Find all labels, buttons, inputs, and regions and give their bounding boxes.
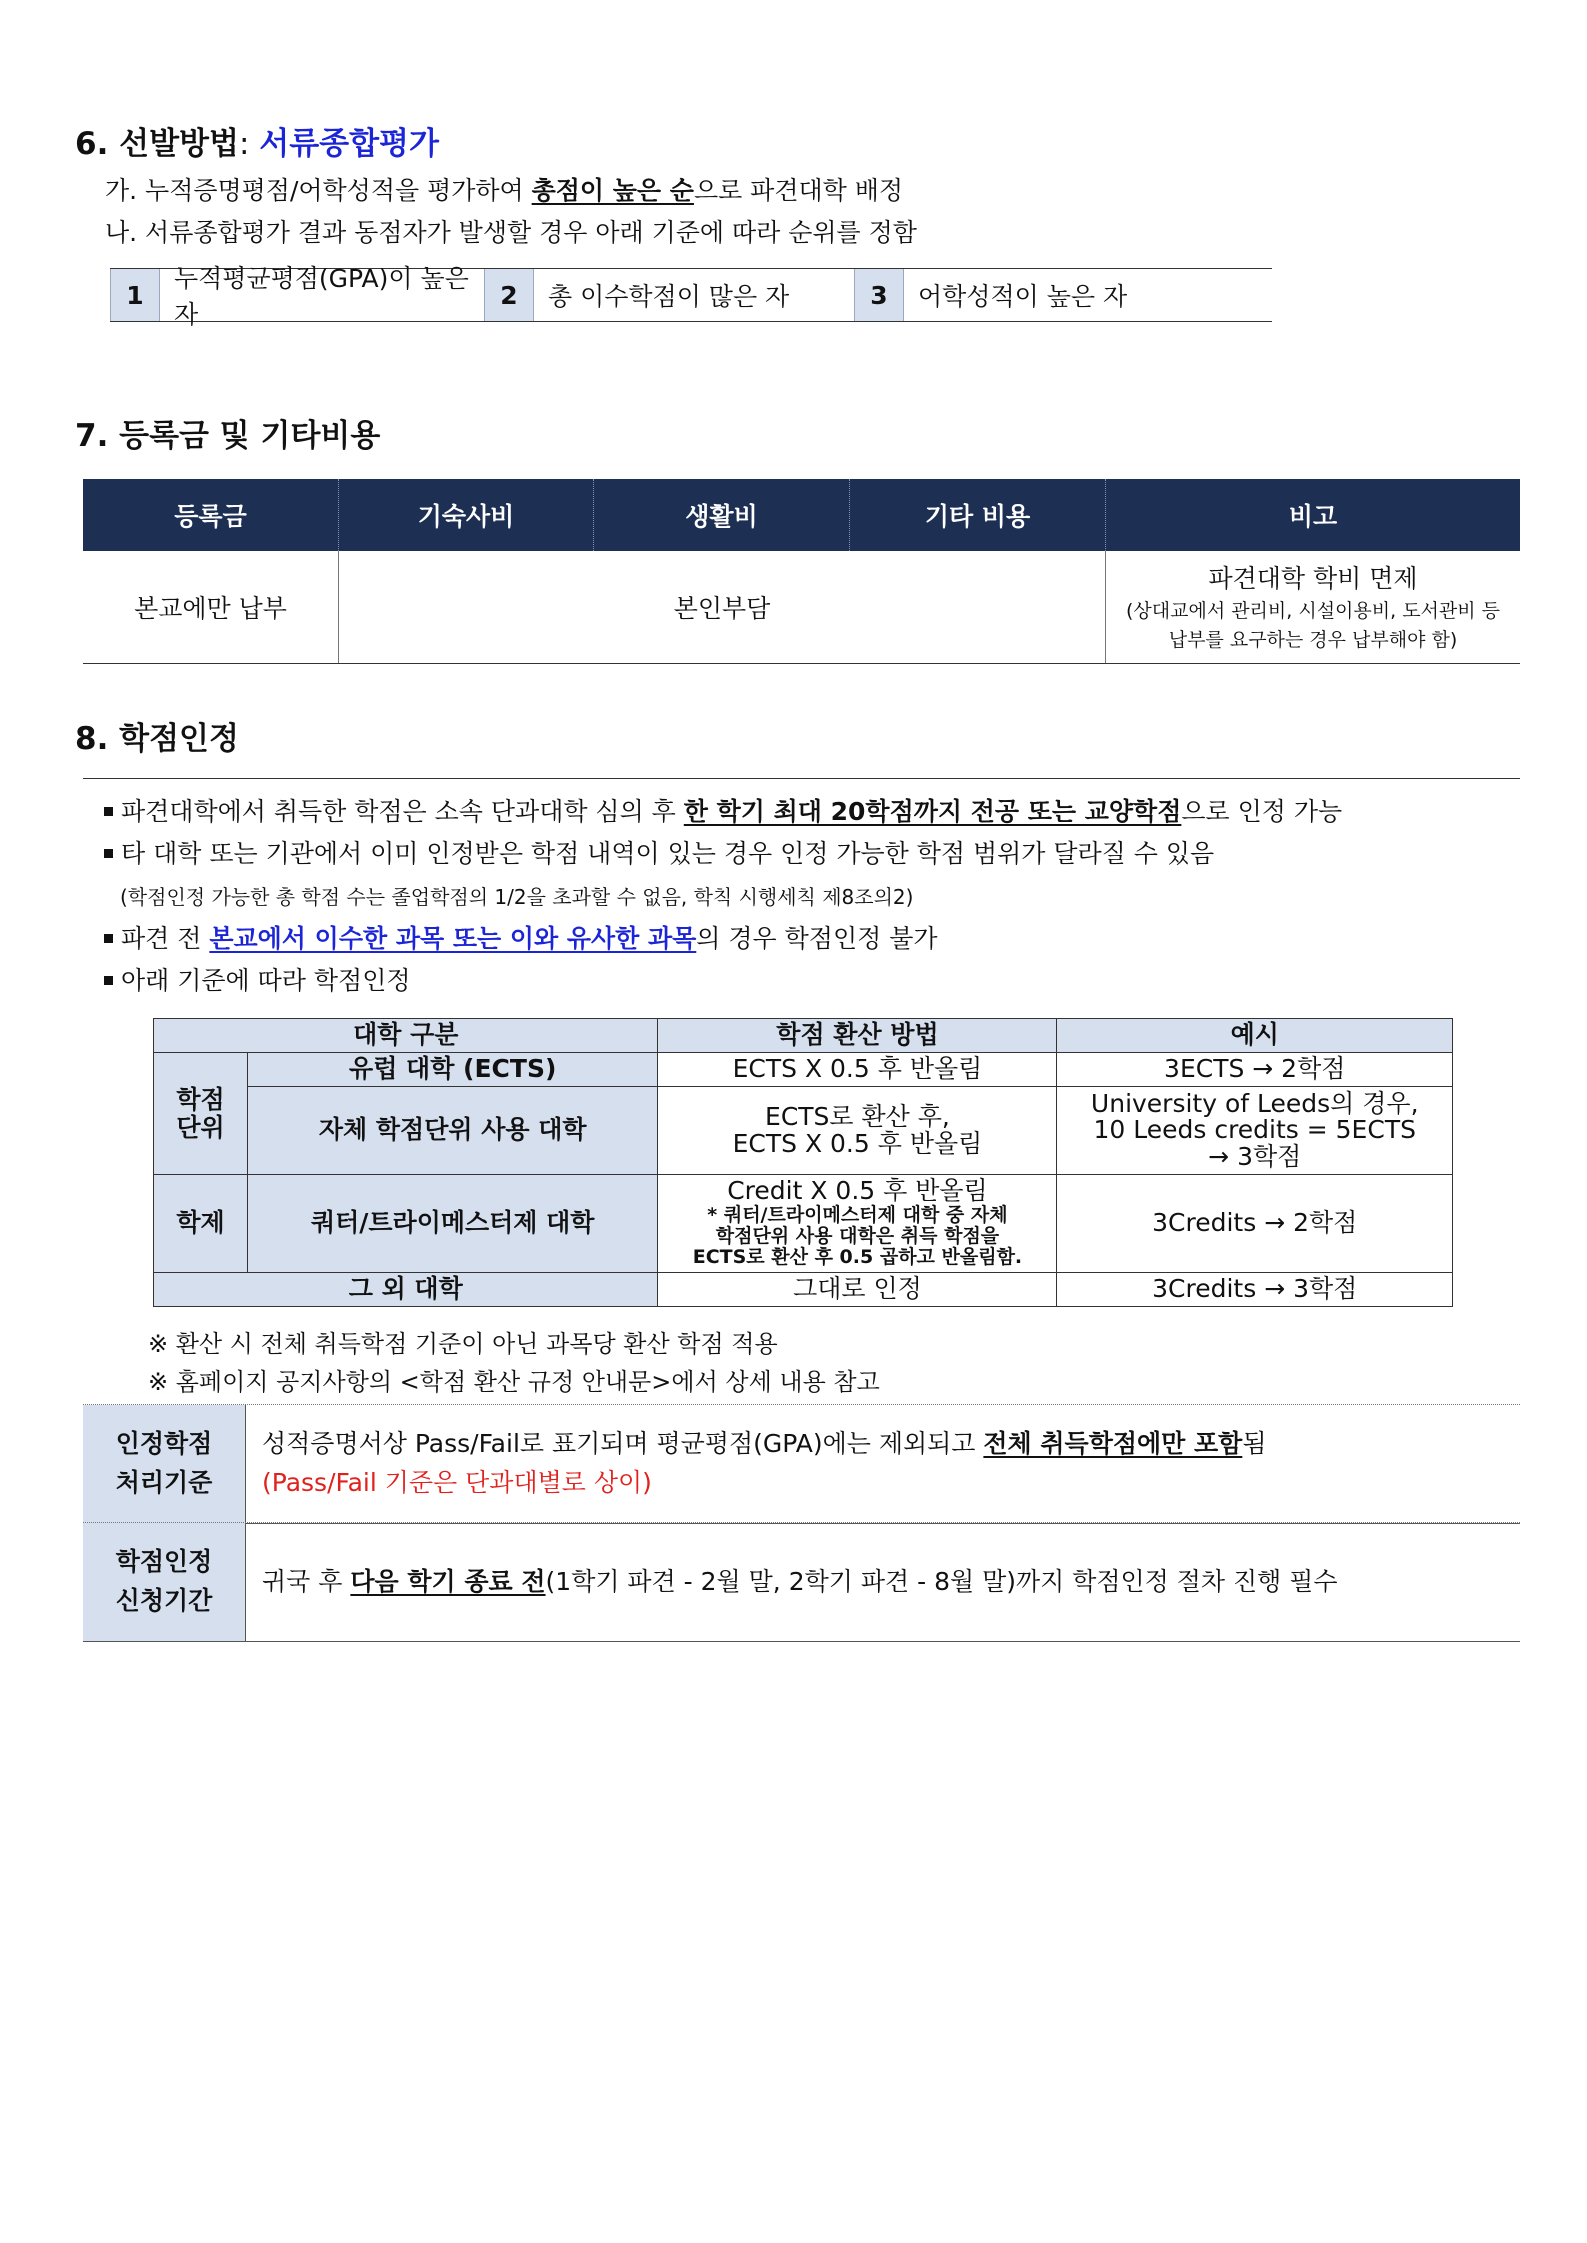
header-living: 생활비 — [594, 479, 850, 551]
processing-red-note: (Pass/Fail 기준은 단과대별로 상이) — [262, 1468, 652, 1497]
box1-em: 전체 취득학점에만 포함 — [983, 1429, 1243, 1459]
credit-row-own-unit — [154, 1087, 1453, 1175]
quarter-note-1: * 쿼터/트라이메스터제 대학 중 자체 — [707, 1203, 1008, 1226]
criteria-text: 어학성적이 높은 자 — [918, 282, 1128, 311]
own-method-2: ECTS X 0.5 후 반올림 — [732, 1128, 983, 1158]
section8-bullet-1 — [104, 792, 1342, 828]
credit-application-box — [83, 1522, 1520, 1642]
criteria-text: 총 이수학점이 많은 자 — [548, 282, 790, 311]
note-sub2: 납부를 요구하는 경우 납부해야 함) — [1168, 628, 1458, 651]
box2-post: (1학기 파견 - 2월 말, 2학기 파견 - 8월 말)까지 학점인정 절차 진행 필수 — [545, 1566, 1338, 1596]
credit-header-row — [154, 1019, 1453, 1053]
box1-pre: 성적증명서상 Pass/Fail로 표기되며 평균평점(GPA)에는 제외되고 — [262, 1429, 984, 1459]
bullet-icon — [104, 807, 113, 816]
header-other: 기타 비용 — [850, 479, 1106, 551]
row-quarter-example: 3Credits → 2학점 — [1057, 1175, 1453, 1273]
b3-em: 본교에서 이수한 과목 또는 이와 유사한 과목 — [209, 924, 697, 953]
own-example-3: → 3학점 — [1208, 1141, 1302, 1171]
row-other-method: 그대로 인정 — [658, 1273, 1057, 1307]
note-main: 파견대학 학비 면제 — [1208, 563, 1418, 593]
row-other-example: 3Credits → 3학점 — [1057, 1273, 1453, 1307]
unit-label — [154, 1053, 248, 1175]
row-own-method — [658, 1087, 1057, 1175]
section8-title: 8. 학점인정 — [75, 721, 239, 757]
header-method: 학점 환산 방법 — [658, 1019, 1057, 1053]
b1-em: 한 학기 최대 20학점까지 전공 또는 교양학점 — [683, 797, 1182, 826]
b1-post: 으로 인정 가능 — [1181, 797, 1343, 826]
row-own-type: 자체 학점단위 사용 대학 — [248, 1087, 658, 1175]
row-other-type: 그 외 대학 — [154, 1273, 658, 1307]
cost-header-row — [83, 479, 1520, 551]
own-example-1: University of Leeds의 경우, — [1090, 1089, 1419, 1119]
section6-item-b: 나. 서류종합평가 결과 동점자가 발생할 경우 아래 기준에 따라 순위를 정함 — [105, 218, 917, 247]
section6-colon: : — [238, 126, 260, 162]
application-label — [83, 1523, 246, 1641]
own-method-1: ECTS로 환산 후, — [765, 1102, 950, 1132]
quarter-note-2: 학점단위 사용 대학은 취득 학점을 — [715, 1224, 1000, 1247]
conversion-note-2: ※ 홈페이지 공지사항의 <학점 환산 규정 안내문>에서 상세 내용 참고 — [148, 1368, 880, 1396]
row-ects-example: 3ECTS → 2학점 — [1057, 1053, 1453, 1087]
application-value — [246, 1523, 1520, 1641]
own-example-2: 10 Leeds credits = 5ECTS — [1093, 1115, 1416, 1145]
processing-value — [246, 1405, 1520, 1523]
processing-label-1: 인정학점 — [115, 1429, 213, 1459]
row-ects-method: ECTS X 0.5 후 반올림 — [658, 1053, 1057, 1087]
section6-title: 6. 선발방법 — [75, 126, 239, 162]
criteria-text: 누적평균평점(GPA)이 높은 자 — [174, 264, 469, 329]
section6-method: 서류종합평가 — [259, 126, 439, 162]
processing-label — [83, 1405, 246, 1523]
section8-bullet-4 — [104, 961, 411, 997]
application-text — [262, 1563, 1520, 1602]
application-label-2: 신청기간 — [115, 1586, 213, 1615]
bullet-icon — [104, 849, 113, 858]
header-univ: 대학 구분 — [154, 1019, 658, 1053]
criteria-num: 1 — [110, 269, 160, 321]
credit-row-quarter — [154, 1175, 1453, 1273]
note-sub1: (상대교에서 관리비, 시설이용비, 도서관비 등 — [1125, 600, 1501, 623]
b1-pre: 파견대학에서 취득한 학점은 소속 단과대학 심의 후 — [121, 797, 684, 826]
processing-label-2: 처리기준 — [115, 1468, 213, 1497]
section7-title: 7. 등록금 및 기타비용 — [75, 418, 381, 454]
row-own-example — [1057, 1087, 1453, 1175]
row-quarter-type: 쿼터/트라이메스터제 대학 — [248, 1175, 658, 1273]
item-a-em: 총점이 높은 순 — [531, 176, 694, 205]
criteria-num: 3 — [854, 269, 904, 321]
tiebreak-criteria-table — [110, 264, 1272, 329]
cost-table — [83, 479, 1520, 664]
credit-processing-box — [83, 1404, 1520, 1524]
criteria-num: 2 — [484, 269, 534, 321]
b3-pre: 파견 전 — [121, 924, 210, 953]
item-a-post: 으로 파견대학 배정 — [693, 176, 904, 205]
conversion-note-1: ※ 환산 시 전체 취득학점 기준이 아닌 과목당 환산 학점 적용 — [148, 1330, 778, 1358]
section8-bullet-2 — [104, 834, 1214, 870]
quarter-method: Credit X 0.5 후 반올림 — [727, 1176, 988, 1206]
section6-heading — [75, 118, 439, 163]
credit-row-ects — [154, 1053, 1453, 1087]
quarter-note-3: ECTS로 환산 후 0.5 곱하고 반올림함. — [692, 1246, 1023, 1269]
section6-item-a — [105, 171, 903, 207]
header-example: 예시 — [1057, 1019, 1453, 1053]
note-cell — [1106, 551, 1521, 664]
bullet-icon — [104, 934, 113, 943]
self-pay-cell: 본인부담 — [339, 551, 1106, 664]
item-a-pre: 가. 누적증명평점/어학성적을 평가하여 — [105, 176, 532, 205]
row-ects-type: 유럽 대학 (ECTS) — [248, 1053, 658, 1087]
processing-text — [262, 1425, 1520, 1464]
b3-post: 의 경우 학점인정 불가 — [696, 924, 938, 953]
b2-text: 타 대학 또는 기관에서 이미 인정받은 학점 내역이 있는 경우 인정 가능한 학점 범위가 달라질 수 있음 — [121, 839, 1215, 868]
application-label-1: 학점인정 — [115, 1547, 213, 1577]
credit-conversion-table — [153, 1018, 1453, 1307]
box2-em: 다음 학기 종료 전 — [350, 1566, 546, 1596]
credit-row-other — [154, 1273, 1453, 1307]
bullet-icon — [104, 976, 113, 985]
section8-bullet-3 — [104, 919, 938, 955]
b4-text: 아래 기준에 따라 학점인정 — [121, 966, 411, 995]
unit-label-2: 단위 — [176, 1112, 225, 1142]
header-note: 비고 — [1106, 479, 1521, 551]
box2-pre: 귀국 후 — [262, 1566, 351, 1596]
tuition-cell: 본교에만 납부 — [83, 551, 339, 664]
header-tuition: 등록금 — [83, 479, 339, 551]
section8-divider — [83, 778, 1520, 779]
header-dorm: 기숙사비 — [339, 479, 594, 551]
term-label: 학제 — [154, 1175, 248, 1273]
row-quarter-method — [658, 1175, 1057, 1273]
section8-bullet-2-note: (학점인정 가능한 총 학점 수는 졸업학점의 1/2을 초과할 수 없음, 학칙 시행세칙 제8조의2) — [120, 885, 914, 909]
unit-label-1: 학점 — [176, 1085, 225, 1114]
cost-body-row — [83, 551, 1520, 664]
box1-post: 됨 — [1242, 1429, 1267, 1459]
